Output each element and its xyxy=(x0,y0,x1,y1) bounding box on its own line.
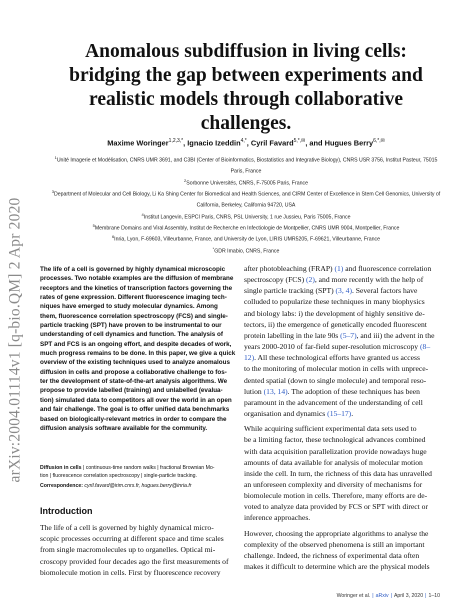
text-line xyxy=(244,528,440,539)
citation-link[interactable]: 12) xyxy=(244,353,255,363)
footer-separator: | xyxy=(372,593,374,599)
text-segment: , and iii) the advent in the xyxy=(356,330,435,340)
text-line xyxy=(244,375,440,386)
citation-link[interactable]: (13, 14) xyxy=(263,386,288,396)
page-footer xyxy=(300,593,440,599)
affiliation-line xyxy=(40,165,452,176)
text-line xyxy=(244,457,440,468)
text-segment: after photobleaching (FRAP) xyxy=(244,264,335,273)
author-sup: 5,*,✉ xyxy=(293,138,306,144)
footer-separator: | xyxy=(425,593,427,599)
abstract-line: diffusion in cells and propose a collaborative challenge to fos- xyxy=(40,368,227,376)
affiliation-text: Unité Imagerie et Modélisation, CNRS UMR 3691, and C3BI (Center of Bioinformatics, Biostatistics and Integrative Biology), CNRS USR 3756, Institut Pasteur, 75015 xyxy=(56,157,438,164)
text-segment: amounts of data available for analysis of molecular motion xyxy=(244,457,423,467)
text-segment: organisation and dynamics xyxy=(244,409,328,419)
affiliation-line xyxy=(40,177,452,188)
affiliation-line xyxy=(40,199,452,210)
author-name: Maxime Woringer xyxy=(107,138,169,148)
text-segment: paramount in the advancement of the understanding of cell xyxy=(244,397,423,407)
abstract-line: and fair challenge. The goal is to offer unified data benchmarks xyxy=(40,406,230,414)
text-segment: with data acquisition parallelization provide nowadays huge xyxy=(244,446,427,456)
affiliation-sup: 1 xyxy=(54,155,57,160)
title-line: bridging the gap between experiments and xyxy=(69,65,423,86)
text-line xyxy=(244,479,440,490)
text-line xyxy=(244,561,440,572)
text-line xyxy=(244,285,440,296)
citation-link[interactable]: (1) xyxy=(334,264,344,273)
author-sup: 4,* xyxy=(240,138,247,144)
paper-title xyxy=(40,40,452,136)
affiliation-line xyxy=(40,154,452,165)
text-line xyxy=(244,501,440,512)
citation-link[interactable]: (15–17) xyxy=(327,409,352,419)
keywords-line xyxy=(40,465,227,473)
correspondence-label: Correspondence: xyxy=(40,482,83,489)
keywords-text: | continuous-time random walks | fractional Brownian Mo- xyxy=(81,465,215,471)
text-segment: and biology labs: i) the development of highly sensitive de- xyxy=(244,308,425,318)
affiliation-sup: 5 xyxy=(92,222,95,228)
footer-pages: 1–10 xyxy=(428,593,440,599)
author-name: Hugues Berry xyxy=(324,138,374,148)
citation-link[interactable]: (8– xyxy=(420,342,431,352)
abstract-line: ter the development of state-of-the-art analysis algorithms. We xyxy=(40,378,228,386)
text-line xyxy=(244,341,440,352)
footer-separator: | xyxy=(390,593,392,599)
title-line: challenges. xyxy=(200,113,292,134)
text-line xyxy=(244,319,440,330)
text-segment: , and more recently with the help of xyxy=(314,275,424,285)
text-segment: inference approaches. xyxy=(244,513,311,523)
text-segment: . The adoption of these techniques has been xyxy=(287,386,420,396)
text-segment: lution xyxy=(244,386,264,396)
affiliation-text: GDR Imabio, CNRS, France xyxy=(214,248,280,255)
abstract-line: tion) simulated data to competitors all over the world in an open xyxy=(40,396,232,404)
intro-line: croscopy provided four decades ago the first measurements of xyxy=(40,556,229,566)
author-sup: 6,*,✉ xyxy=(373,138,385,144)
text-segment: . Several factors have xyxy=(351,286,418,296)
affiliation-text: Membrane Domains and Viral Assembly, Institut de Recherche en Infectiologie de Montpellier, CNRS UMR 9004, Montpellier, France xyxy=(94,225,400,232)
text-line xyxy=(244,539,440,550)
abstract-line: understanding of cell dynamics and function. The analysis of xyxy=(40,331,223,339)
author-name: Ignacio Izeddin xyxy=(187,138,241,148)
keywords-label: Diffusion in cells xyxy=(40,465,82,471)
affiliation-sup: 4 xyxy=(141,211,144,217)
text-segment: . xyxy=(351,409,354,419)
text-line xyxy=(244,296,440,307)
affiliation-line xyxy=(40,188,452,199)
affiliation-sup: 3 xyxy=(51,188,54,194)
abstract-line: niques have emerged to study molecular dynamics. Among xyxy=(40,303,218,311)
arxiv-stamp xyxy=(4,150,26,530)
affiliation-sup: 2 xyxy=(184,177,187,183)
affiliation-line xyxy=(40,245,452,256)
citation-link[interactable]: (3, 4) xyxy=(335,286,352,296)
intro-line: The life of a cell is governed by highly dynamical micro- xyxy=(40,523,214,532)
text-segment: spectroscopy (FCS) xyxy=(244,275,307,285)
abstract-line: much progress remains to be done. In this paper, we give a quick xyxy=(40,350,236,358)
text-line xyxy=(244,352,440,363)
author-separator: , xyxy=(246,138,251,148)
right-column-text xyxy=(244,263,440,572)
affiliations xyxy=(40,154,452,256)
affiliation-text: Paris, France xyxy=(230,169,262,176)
affiliation-text: Institut Langevin, ESPCI Paris, CNRS, PSL University, 1 rue Jussieu, Paris 75005, France xyxy=(143,214,351,221)
text-line xyxy=(244,330,440,341)
footer-authors: Woringer et al. xyxy=(336,593,371,599)
affiliation-line xyxy=(40,233,452,244)
abstract-line: processes. Two notable examples are the diffusion of membrane xyxy=(40,275,234,283)
abstract-line: receptors and the kinetics of transcription factors governing the xyxy=(40,284,233,292)
footer-date: April 3, 2020 xyxy=(393,593,424,599)
text-segment: tectors, ii) the emergence of genetically encoded fluorescent xyxy=(244,319,427,329)
text-line xyxy=(244,308,440,319)
affiliation-text: Sorbonne Universités, CNRS, F-75005 Paris, France xyxy=(186,180,308,187)
text-segment: While acquiring sufficient experimental data sets used to xyxy=(244,424,417,434)
text-segment: be a limiting factor, these technological advances combined xyxy=(244,435,426,445)
text-segment: However, choosing the appropriate algorithms to analyse the xyxy=(244,528,429,538)
text-line xyxy=(244,363,440,374)
keywords-line: tion | fluorescence correlation spectroscopy | single-particle tracking. xyxy=(40,472,197,479)
introduction-left-text xyxy=(40,522,227,578)
author-separator: , xyxy=(183,138,188,148)
citation-link[interactable]: (5–7) xyxy=(340,330,357,340)
abstract-line: them, fluorescence correlation spectroscopy (FCS) and single- xyxy=(40,312,228,320)
affiliation-text: Inria, Lyon, F-69603, Villeurbanne, France, and University de Lyon, LIRIS UMR5205, F-69621, Villeurbanne, France xyxy=(114,237,381,244)
intro-line: scopic processes occurring at different space and time scales xyxy=(40,534,224,544)
text-line xyxy=(244,397,440,408)
abstract-line: The life of a cell is governed by highly dynamical microscopic xyxy=(40,266,226,273)
abstract-line: overview of the existing techniques used to analyze anomalous xyxy=(40,359,231,367)
text-segment: . All these technological efforts have granted us access xyxy=(254,353,420,363)
text-line xyxy=(244,468,440,479)
section-heading-introduction: Introduction xyxy=(40,506,93,516)
text-segment: years 2000-2010 of far-field super-resolution microscopy xyxy=(244,342,420,352)
text-line xyxy=(244,386,440,397)
text-segment: and fluorescence correlation xyxy=(343,264,432,273)
text-line xyxy=(244,550,440,561)
author-separator: , and xyxy=(305,138,325,148)
abstract-line: based on biologically-relevant metrics in order to compare the xyxy=(40,415,227,423)
text-segment: makes it difficult to determine which are the physical models xyxy=(244,562,430,572)
text-line xyxy=(244,446,440,457)
abstract xyxy=(40,265,236,433)
text-segment: protein labelling in the late 90s xyxy=(244,330,341,340)
affiliation-line xyxy=(40,222,452,233)
arxiv-identifier: arXiv:2004.01114v1 [q-bio.QM] 2 Apr 2020 xyxy=(6,197,23,483)
abstract-line: propose to provide labelled (training) and unlabelled (evalua- xyxy=(40,387,223,395)
affiliation-text: Department of Molecular and Cell Biology, Li Ka Shing Center for Biomedical and Health Sciences, and CIRM Center of Excellence in Stem Cell Genomics, University of xyxy=(53,191,441,198)
text-line xyxy=(244,490,440,501)
text-segment: colluded to popularize these techniques in many biophysics xyxy=(244,297,425,307)
text-segment: single particle tracking (SPT) xyxy=(244,286,336,296)
title-line: Anomalous subdiffusion in living cells: xyxy=(85,41,407,62)
correspondence-emails: cyril.favard@irim.cnrs.fr, hugues.berry@inria.fr xyxy=(82,482,192,489)
affiliation-line xyxy=(40,211,452,222)
text-line xyxy=(244,408,440,419)
intro-line: from single macromolecules up to organelles. Optical mi- xyxy=(40,545,216,555)
affiliation-sup: * xyxy=(212,245,215,251)
abstract-line: rates of gene expression. Different fluorescence imaging tech- xyxy=(40,294,227,302)
intro-line: biomolecule motion in cells. First by fluorescence recovery xyxy=(40,567,221,577)
abstract-line: SPT and FCS is an ongoing effort, and despite decades of work, xyxy=(40,340,232,348)
citation-link[interactable]: (2) xyxy=(306,275,315,285)
abstract-line: particle tracking (SPT) have proven to be instrumental to our xyxy=(40,322,222,330)
affiliation-text: California, Berkeley, California 94720, USA xyxy=(196,203,296,210)
text-line xyxy=(244,274,440,285)
text-segment: biomolecule motion in cells. Therefore, many efforts are de- xyxy=(244,491,428,501)
author-name: Cyril Favard xyxy=(250,138,294,148)
text-segment: to the monitoring of molecular motion in cells with unprece- xyxy=(244,364,429,374)
text-segment: an unforeseen complexity and diversity of mechanisms for xyxy=(244,479,423,489)
text-line xyxy=(244,263,440,274)
text-segment: complexity of the observed phenomena is still an important xyxy=(244,539,425,549)
text-line xyxy=(244,512,440,523)
author-sup: 1,2,3,* xyxy=(168,138,184,144)
affiliation-sup: 6 xyxy=(111,234,115,240)
text-segment: dented spatial (down to single molecule) and temporal reso- xyxy=(244,375,427,385)
abstract-line: diffusion analysis software available for the community. xyxy=(40,424,208,432)
footer-source: aRxiv xyxy=(375,593,389,599)
correspondence-line xyxy=(40,483,227,491)
text-segment: challenge. Indeed, the richness of experimental data often xyxy=(244,550,420,560)
text-segment: voted to analyze data provided by FCS or SPT with direct or xyxy=(244,502,428,512)
keywords-block xyxy=(40,465,227,490)
text-line xyxy=(244,423,440,434)
title-line: realistic models through collaborative xyxy=(89,89,403,110)
text-line xyxy=(244,434,440,445)
author-list xyxy=(40,138,452,147)
text-segment: inside the cell. In turn, the richness of this data has unravelled xyxy=(244,468,432,478)
